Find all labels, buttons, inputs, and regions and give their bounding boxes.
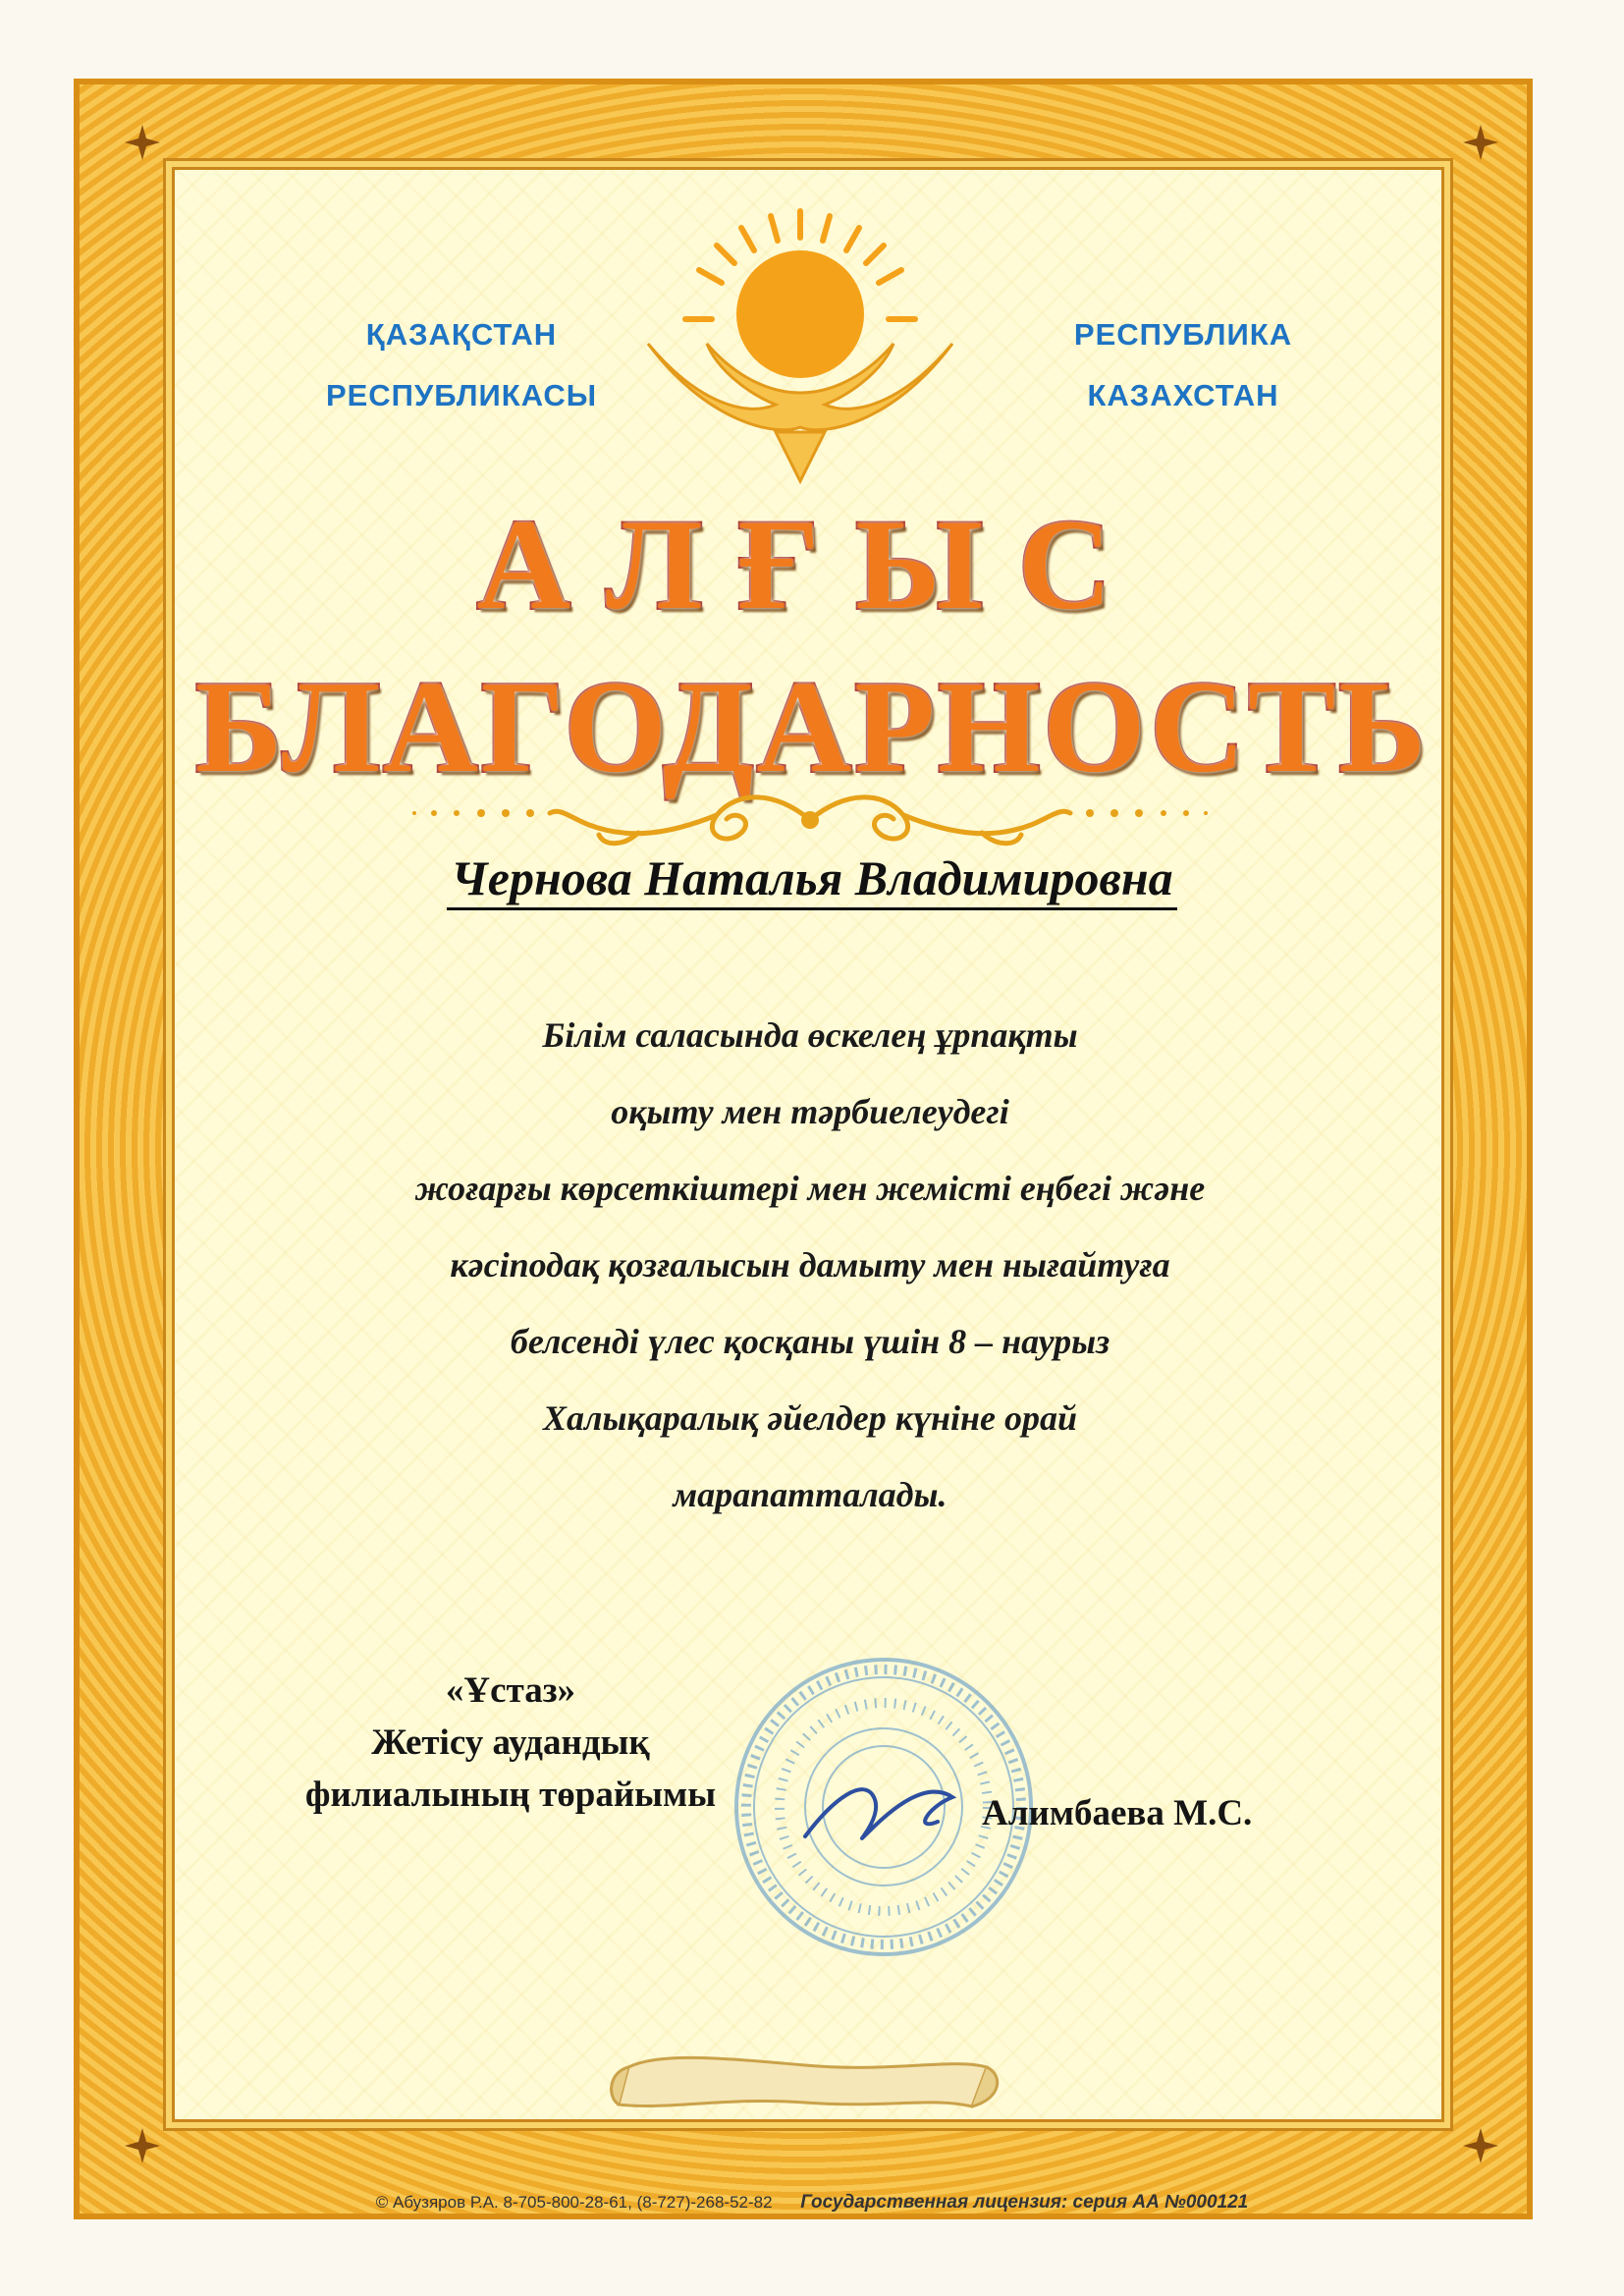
ribbon-scroll-icon <box>599 2038 1011 2126</box>
sun-eagle-emblem-icon <box>628 196 972 501</box>
signatory-name: Алимбаева М.С. <box>982 1793 1253 1833</box>
corner-flower-icon <box>123 2126 162 2165</box>
signatory-line3: филиалының төрайымы <box>304 1775 717 1815</box>
header-kazakh-line1: ҚАЗАҚСТАН <box>365 317 558 352</box>
signatory-line2: Жетісу аудандық <box>371 1722 650 1763</box>
citation-text <box>285 997 1335 1533</box>
publisher-info: © Абузяров Р.А. 8-705-800-28-61, (8-727)-268-52-82 <box>375 2193 773 2212</box>
citation-line: Халықаралық әйелдер күніне орай <box>542 1398 1078 1438</box>
citation-line: марапатталады. <box>673 1475 947 1514</box>
corner-flower-icon <box>1461 2126 1500 2165</box>
header-russian <box>1011 304 1355 426</box>
recipient-name <box>0 849 1624 906</box>
header-kazakh <box>285 304 638 426</box>
license-info: Государственная лицензия: серия АА №000121 <box>800 2192 1249 2213</box>
corner-flower-icon <box>123 123 162 162</box>
title-russian: БЛАГОДАРНОСТЬ <box>195 654 1429 799</box>
recipient-name-text: Чернова Наталья Владимировна <box>447 850 1176 910</box>
citation-line: кәсіподақ қозғалысын дамыту мен нығайтуға <box>450 1245 1170 1285</box>
footer <box>0 2192 1624 2214</box>
header-kazakh-line2: РЕСПУБЛИКАСЫ <box>325 378 598 412</box>
citation-line: оқыту мен тәрбиелеудегі <box>611 1092 1009 1131</box>
corner-flower-icon <box>1461 123 1500 162</box>
citation-line: белсенді үлес қосқаны үшін 8 – наурыз <box>510 1322 1110 1361</box>
citation-line: жоғарғы көрсеткіштері мен жемісті еңбегі және <box>414 1169 1206 1208</box>
title-kazakh: АЛҒЫС <box>476 492 1148 636</box>
citation-line: Білім саласында өскелең ұрпақты <box>542 1015 1078 1055</box>
signatory-line1: «Ұстаз» <box>445 1670 576 1711</box>
header-russian-line2: КАЗАХСТАН <box>1087 378 1279 412</box>
header-russian-line1: РЕСПУБЛИКА <box>1073 317 1293 352</box>
signatory-title <box>265 1665 756 1821</box>
title-ornament-icon <box>403 786 1218 854</box>
